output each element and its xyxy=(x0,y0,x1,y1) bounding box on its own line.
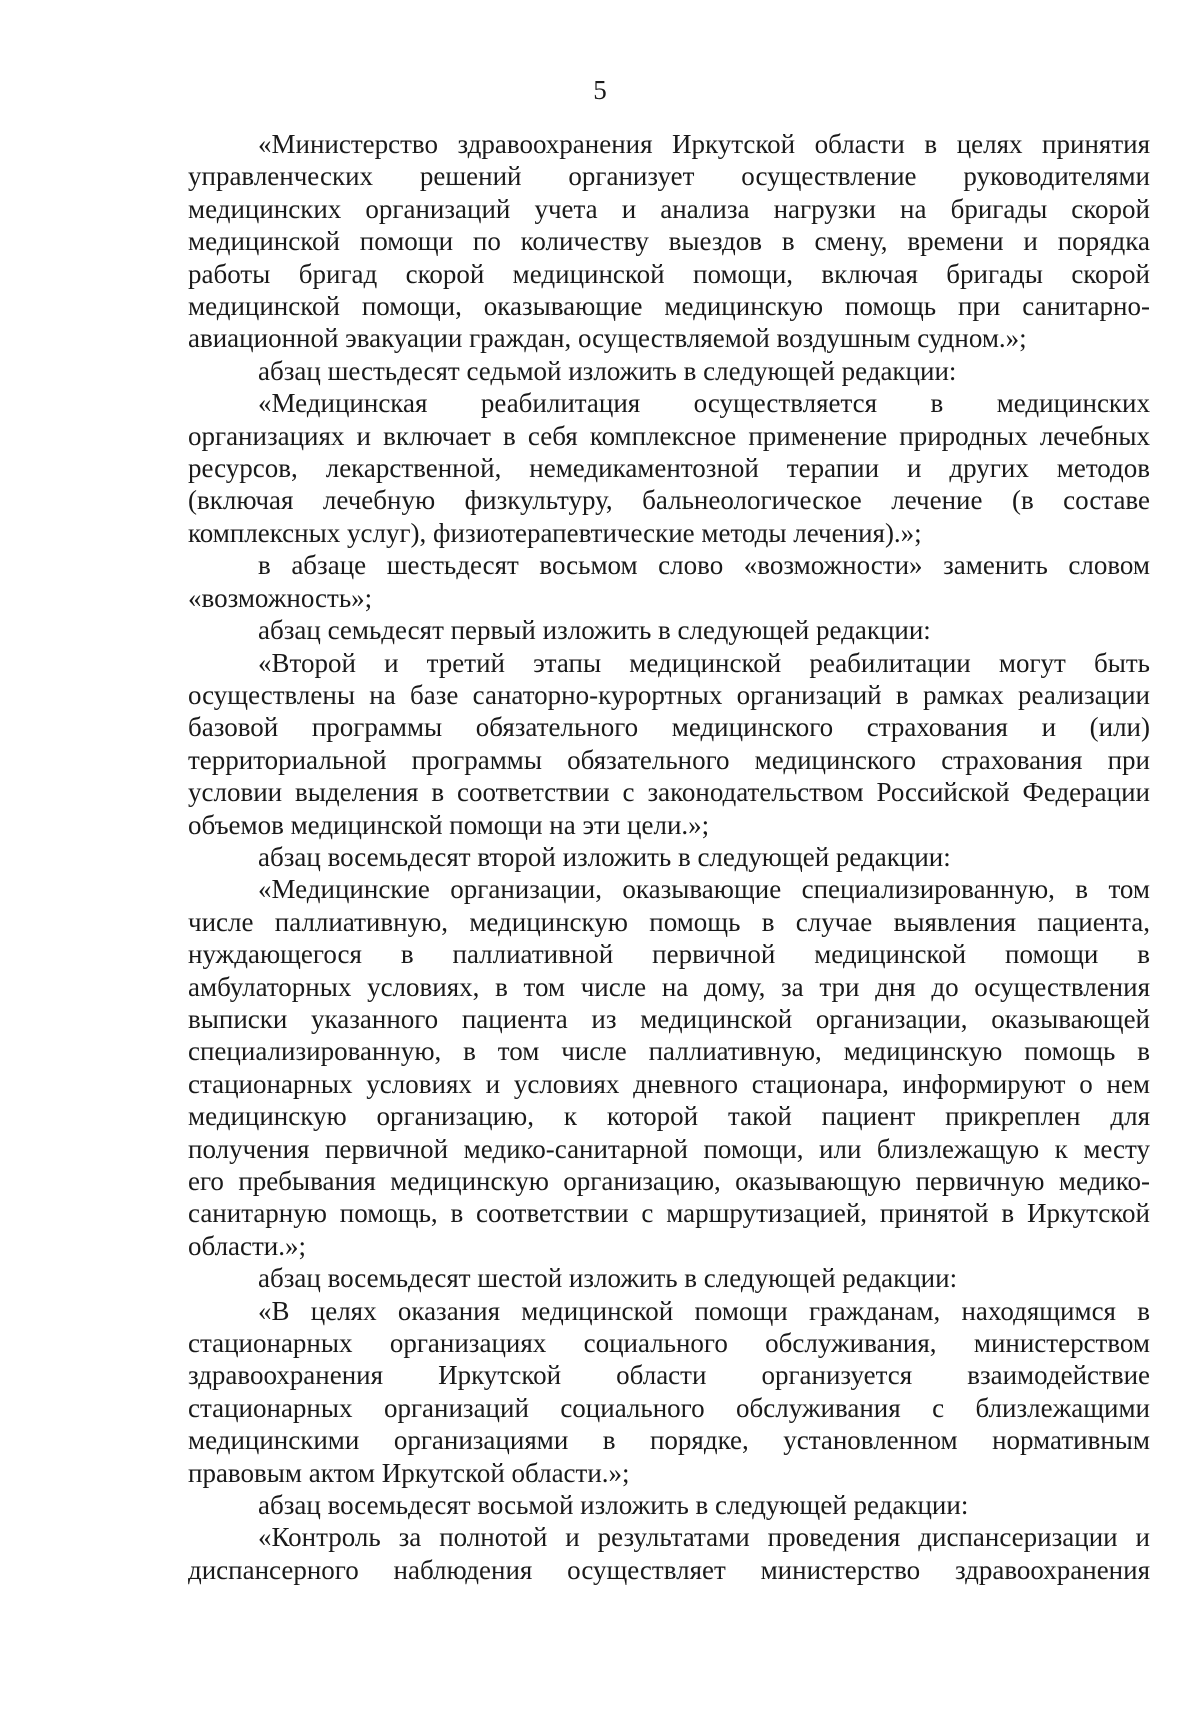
page-number: 5 xyxy=(593,75,607,105)
paragraph xyxy=(188,1521,1150,1586)
text-line: «Медицинская реабилитация осуществляется в медицинских xyxy=(258,388,1150,419)
paragraph xyxy=(188,1295,1150,1489)
text-line: числе паллиативную, медицинскую помощь в случае выявления пациента, xyxy=(188,906,1150,937)
text-line: санитарную помощь, в соответствии с маршрутизацией, принятой в Иркутской xyxy=(188,1198,1150,1229)
text-line: абзац восемьдесят восьмой изложить в следующей редакции: xyxy=(258,1490,969,1521)
paragraph xyxy=(188,873,1150,1262)
text-line: абзац семьдесят первый изложить в следующей редакции: xyxy=(258,615,931,646)
text-line: медицинских организаций учета и анализа нагрузки на бригады скорой xyxy=(188,193,1150,224)
text-line: абзац шестьдесят седьмой изложить в следующей редакции: xyxy=(258,355,957,386)
paragraph xyxy=(188,647,1150,841)
text-line: абзац восемьдесят второй изложить в следующей редакции: xyxy=(258,841,951,872)
text-line: организациях и включает в себя комплексное применение природных лечебных xyxy=(188,420,1150,451)
text-line: специализированную, в том числе паллиативную, медицинскую помощь в xyxy=(188,1036,1150,1067)
text-line: авиационной эвакуации граждан, осуществляемой воздушным судном.»; xyxy=(188,323,1027,354)
text-line: осуществлены на базе санаторно-курортных организаций в рамках реализации xyxy=(188,679,1150,710)
text-line: «Контроль за полнотой и результатами проведения диспансеризации и xyxy=(258,1522,1150,1553)
text-line: объемов медицинской помощи на эти цели.»; xyxy=(188,809,710,840)
text-line: комплексных услуг), физиотерапевтические методы лечения).»; xyxy=(188,517,922,548)
text-line: «Второй и третий этапы медицинской реабилитации могут быть xyxy=(258,647,1150,678)
text-line: стационарных организаций социального обслуживания с близлежащими xyxy=(188,1392,1150,1423)
paragraph xyxy=(188,549,1150,614)
text-line: амбулаторных условиях, в том числе на дому, за три дня до осуществления xyxy=(188,971,1150,1002)
paragraph xyxy=(188,128,1150,355)
text-line: «Медицинские организации, оказывающие специализированную, в том xyxy=(258,874,1150,905)
text-line: абзац восемьдесят шестой изложить в следующей редакции: xyxy=(258,1263,958,1294)
text-line: базовой программы обязательного медицинского страхования и (или) xyxy=(188,712,1150,743)
text-line: стационарных организациях социального обслуживания, министерством xyxy=(188,1328,1150,1359)
text-line: «возможность»; xyxy=(188,582,373,613)
text-line: (включая лечебную физкультуру, бальнеологическое лечение (в составе xyxy=(188,485,1150,516)
text-line: здравоохранения Иркутской области организуется взаимодействие xyxy=(188,1360,1150,1391)
paragraph xyxy=(188,387,1150,549)
text-line: ресурсов, лекарственной, немедикаментозной терапии и других методов xyxy=(188,453,1150,484)
text-line: «Министерство здравоохранения Иркутской области в целях принятия xyxy=(258,129,1150,159)
paragraph xyxy=(188,1262,1150,1294)
text-line: в абзаце шестьдесят восьмом слово «возможности» заменить словом xyxy=(258,550,1150,581)
paragraph xyxy=(188,614,1150,646)
text-line: медицинскую организацию, к которой такой пациент прикреплен для xyxy=(188,1101,1150,1132)
text-line: медицинской помощи по количеству выездов в смену, времени и порядка xyxy=(188,226,1150,257)
paragraph xyxy=(188,355,1150,387)
text-line: условии выделения в соответствии с законодательством Российской Федерации xyxy=(188,777,1150,808)
text-line: медицинской помощи, оказывающие медицинскую помощь при санитарно- xyxy=(188,291,1150,322)
text-line: выписки указанного пациента из медицинской организации, оказывающей xyxy=(188,1003,1150,1034)
paragraph xyxy=(188,841,1150,873)
text-line: работы бригад скорой медицинской помощи, включая бригады скорой xyxy=(188,258,1150,289)
text-line: нуждающегося в паллиативной первичной медицинской помощи в xyxy=(188,939,1150,970)
text-line: правовым актом Иркутской области.»; xyxy=(188,1457,630,1488)
text-line: области.»; xyxy=(188,1230,307,1261)
text-line: стационарных условиях и условиях дневного стационара, информируют о нем xyxy=(188,1068,1150,1099)
text-line: «В целях оказания медицинской помощи гражданам, находящимся в xyxy=(258,1295,1150,1326)
text-line: получения первичной медико-санитарной помощи, или близлежащую к месту xyxy=(188,1133,1150,1164)
text-line: медицинскими организациями в порядке, установленном нормативным xyxy=(188,1425,1150,1456)
text-line: диспансерного наблюдения осуществляет министерство здравоохранения xyxy=(188,1554,1150,1585)
document-body xyxy=(188,128,1150,1586)
text-line: управленческих решений организует осуществление руководителями xyxy=(188,161,1150,192)
text-line: территориальной программы обязательного медицинского страхования при xyxy=(188,744,1150,775)
text-line: его пребывания медицинскую организацию, оказывающую первичную медико- xyxy=(188,1166,1150,1196)
paragraph xyxy=(188,1489,1150,1521)
